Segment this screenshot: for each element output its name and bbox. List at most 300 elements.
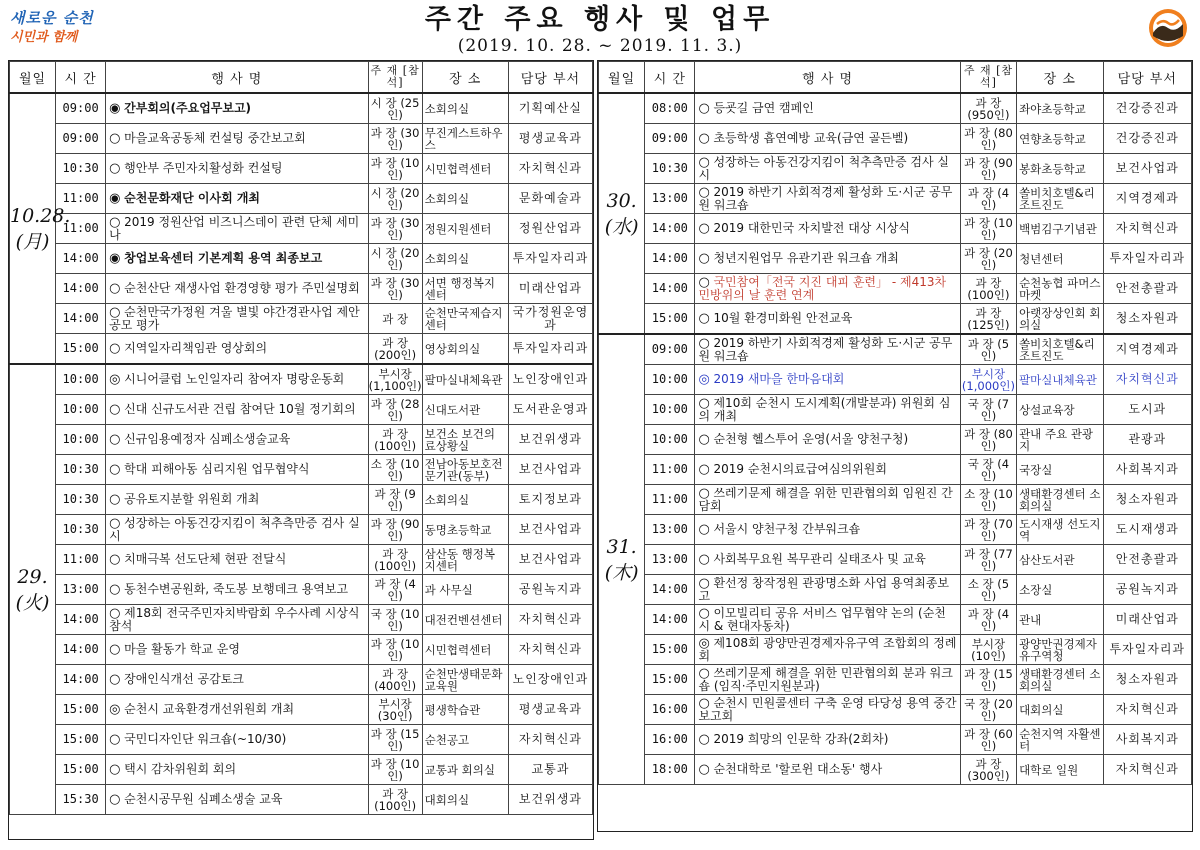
table-row [599,274,1192,304]
event-name: 사회복무요원 복무관리 실태조사 및 교육 [713,552,926,566]
event-location: 시민협력센터 [422,154,508,184]
event-marker-icon: ○ [698,732,710,747]
event-time: 14:00 [645,575,695,605]
day-weekday: (火) [15,591,50,614]
event-location: 대학로 일원 [1017,755,1103,785]
event-time: 13:00 [56,575,106,605]
event-name: 쓰레기문제 해결을 위한 민관협의회 임원진 간담회 [698,485,953,513]
event-name: 신대 신규도서관 건립 참여단 10월 정기회의 [124,402,356,416]
event-location: 쏠비치호텔&리조트진도 [1017,184,1103,214]
event-time: 16:00 [645,695,695,725]
event-attendee: 과 장 (100인) [960,274,1016,304]
event-location: 순천만국제습지센터 [422,304,508,334]
event-location: 순천지역 자활센터 [1017,725,1103,755]
event-name: 등굣길 금연 캠페인 [713,101,814,115]
event-name: 성장하는 아동건강지킴이 척추측만증 검사 실시 [698,154,949,182]
event-location: 팔마실내체육관 [422,364,508,395]
event-name-cell [695,154,960,184]
event-time: 14:00 [645,605,695,635]
event-name: 이모빌리티 공유 서비스 업무협약 논의 (순천시 & 현대자동차) [698,605,946,633]
event-name-cell [106,695,368,725]
event-location: 영상회의실 [422,334,508,365]
event-dept: 토지정보과 [508,485,592,515]
event-location: 생태환경센터 소회의실 [1017,485,1103,515]
event-marker-icon: ○ [109,161,121,176]
event-time: 14:00 [56,274,106,304]
event-location: 정원지원센터 [422,214,508,244]
event-location: 생태환경센터 소회의실 [1017,665,1103,695]
event-dept: 보건위생과 [508,425,592,455]
event-marker-icon: ○ [109,792,121,807]
table-row [599,93,1192,124]
event-marker-icon: ○ [698,131,710,146]
event-name: 10월 환경미화원 안전교육 [713,311,853,325]
event-attendee: 과 장 (100인) [368,785,422,815]
event-name: 2019 정원산업 비즈니스데이 관련 단체 세미나 [109,214,360,242]
event-time: 14:00 [645,214,695,244]
event-time: 11:00 [56,184,106,214]
event-attendee: 과 장 (10인) [368,635,422,665]
right-schedule-table [597,60,1193,832]
city-emblem-icon [1148,8,1188,48]
event-name-cell [106,455,368,485]
event-attendee: 과 장 (100인) [368,545,422,575]
event-time: 09:00 [645,124,695,154]
event-name: 2019 새마을 한마음대회 [713,372,845,386]
event-time: 15:00 [645,665,695,695]
title-block [300,4,900,56]
event-location: 보건소 보건의료상황실 [422,425,508,455]
event-name: 순천산단 재생사업 환경영향 평가 주민설명회 [124,281,360,295]
event-name: 순천시 민원콜센터 구축 운영 타당성 용역 중간보고회 [698,695,957,723]
event-marker-icon: ○ [109,582,121,597]
event-name: 간부회의(주요업무보고) [124,101,252,115]
event-name-cell [695,605,960,635]
event-name: 동천수변공원화, 죽도봉 보행데크 용역보고 [124,582,349,596]
event-time: 11:00 [56,545,106,575]
event-time: 10:00 [645,425,695,455]
event-attendee: 부시장 (10인) [960,635,1016,665]
right-table-body [599,93,1192,785]
event-name-cell [695,515,960,545]
day-date: 30. [606,189,637,212]
event-name-cell [106,545,368,575]
event-attendee: 과 장 (9인) [368,485,422,515]
event-marker-icon: ○ [698,605,710,621]
event-location: 연향초등학교 [1017,124,1103,154]
event-location: 서면 행정복지센터 [422,274,508,304]
event-marker-icon: ○ [698,154,710,170]
event-time: 14:00 [56,635,106,665]
table-row [599,605,1192,635]
event-name-cell [106,214,368,244]
event-location: 시민협력센터 [422,635,508,665]
event-dept: 자치혁신과 [1103,365,1192,395]
event-name-cell [106,184,368,214]
event-name: 제10회 순천시 도시계획(개발분과) 위원회 심의 개최 [698,395,951,423]
event-dept: 자치혁신과 [508,635,592,665]
table-row [599,124,1192,154]
event-name: 서울시 양천구청 간부워크숍 [713,522,861,536]
event-attendee: 과 장 (400인) [368,665,422,695]
event-location: 과 사무실 [422,575,508,605]
event-attendee: 과 장 (77인) [960,545,1016,575]
event-marker-icon: ◎ [109,702,121,717]
event-location: 소회의실 [422,244,508,274]
event-attendee: 과 장 (90인) [368,515,422,545]
event-time: 09:00 [645,334,695,365]
table-row [599,395,1192,425]
event-marker-icon: ○ [109,515,121,531]
table-row [10,154,593,184]
event-dept: 공원녹지과 [1103,575,1192,605]
event-marker-icon: ○ [109,432,121,447]
event-location: 순천공고 [422,725,508,755]
event-marker-icon: ◉ [109,101,121,116]
event-time: 11:00 [645,455,695,485]
event-location: 무진게스트하우스 [422,124,508,154]
event-marker-icon: ◎ [109,372,121,387]
event-marker-icon: ○ [698,522,710,537]
event-marker-icon: ○ [109,762,121,777]
col-dept: 담당 부서 [508,62,592,94]
event-marker-icon: ○ [698,251,710,266]
event-dept: 자치혁신과 [508,154,592,184]
event-dept: 보건위생과 [508,785,592,815]
event-location: 순천농협 파머스마켓 [1017,274,1103,304]
event-time: 15:00 [56,334,106,365]
event-dept: 투자일자리과 [508,244,592,274]
event-name: 학대 피해아동 심리지원 업무협약식 [124,462,310,476]
event-dept: 정원산업과 [508,214,592,244]
event-location: 평생학습관 [422,695,508,725]
left-table-body [10,93,593,815]
event-attendee: 국 장 (20인) [960,695,1016,725]
event-name: 순천시 교육환경개선위원회 개최 [124,702,295,716]
event-time: 14:00 [56,665,106,695]
event-location: 도시재생 선도지역 [1017,515,1103,545]
table-row [599,665,1192,695]
event-time: 10:00 [645,395,695,425]
col-attendee: 주 재 [참석] [368,62,422,94]
event-time: 10:30 [56,154,106,184]
table-row [599,455,1192,485]
col-date: 월일 [599,62,645,94]
event-name-cell [695,365,960,395]
event-attendee: 국 장 (10인) [368,605,422,635]
event-name-cell [695,334,960,365]
event-time: 10:00 [56,364,106,395]
event-name-cell [106,364,368,395]
event-marker-icon: ○ [698,762,710,777]
event-dept: 자치혁신과 [508,605,592,635]
event-attendee: 국 장 (7인) [960,395,1016,425]
table-row [10,334,593,365]
event-dept: 보건사업과 [1103,154,1192,184]
event-marker-icon: ○ [698,395,710,411]
event-location: 대회의실 [422,785,508,815]
event-dept: 보건사업과 [508,515,592,545]
event-time: 14:00 [645,274,695,304]
event-location: 소장실 [1017,575,1103,605]
logo-left [10,8,130,48]
day-date-cell [10,364,56,815]
event-dept: 도시과 [1103,395,1192,425]
event-location: 관내 주요 관광지 [1017,425,1103,455]
event-dept: 국가정원운영과 [508,304,592,334]
event-name: 신규임용예정자 심폐소생술교육 [124,432,291,446]
event-dept: 도시재생과 [1103,515,1192,545]
event-name-cell [695,274,960,304]
table-row [10,605,593,635]
event-name-cell [106,334,368,365]
event-dept: 미래산업과 [508,274,592,304]
event-name: 국민디자인단 워크숍(~10/30) [124,732,287,746]
day-weekday: (木) [604,561,639,584]
table-row [10,304,593,334]
event-location: 교통과 회의실 [422,755,508,785]
table-row [599,334,1192,365]
event-name-cell [106,425,368,455]
table-row [10,124,593,154]
table-row [599,244,1192,274]
event-attendee: 국 장 (4인) [960,455,1016,485]
event-attendee: 부시장 (30인) [368,695,422,725]
event-attendee: 과 장 (60인) [960,725,1016,755]
event-time: 11:00 [645,485,695,515]
event-marker-icon: ○ [698,462,710,477]
event-marker-icon: ○ [109,732,121,747]
event-marker-icon: ○ [109,304,121,320]
table-row [599,214,1192,244]
event-name-cell [106,93,368,124]
event-dept: 평생교육과 [508,695,592,725]
event-name: 순천형 헬스투어 운영(서울 양천구청) [713,432,909,446]
event-location: 좌야초등학교 [1017,93,1103,124]
event-location: 쏠비치호텔&리조트진도 [1017,334,1103,365]
event-name: 제18회 전국주민자치박람회 우수사례 시상식 참석 [109,605,360,633]
event-marker-icon: ○ [698,552,710,567]
event-attendee: 과 장 (10인) [368,154,422,184]
event-name: 2019 희망의 인문학 강좌(2회차) [713,732,889,746]
table-row [10,725,593,755]
event-marker-icon: ○ [698,221,710,236]
event-location: 봉화초등학교 [1017,154,1103,184]
event-attendee: 과 장 (4인) [960,184,1016,214]
col-attendee: 주 재 [참석] [960,62,1016,94]
event-attendee: 과 장 (100인) [368,425,422,455]
event-time: 11:00 [56,214,106,244]
event-marker-icon: ◎ [698,372,710,387]
event-attendee: 시 장 (20인) [368,244,422,274]
logo-line2: 시민과 함께 [10,30,78,45]
col-event: 행 사 명 [695,62,960,94]
table-row [599,304,1192,335]
table-row [10,184,593,214]
period-subtitle: (2019. 10. 28. ~ 2019. 11. 3.) [457,36,743,56]
table-row [599,545,1192,575]
event-marker-icon: ○ [109,605,121,621]
event-location: 전남아동보호전문기관(동부) [422,455,508,485]
event-attendee: 과 장 (80인) [960,425,1016,455]
event-dept: 지역경제과 [1103,184,1192,214]
table-row [599,575,1192,605]
event-name: 2019 하반기 사회적경제 활성화 도·시군 공무원 워크숍 [698,184,953,212]
event-time: 13:00 [645,515,695,545]
event-attendee: 과 장 (15인) [960,665,1016,695]
table-row [10,785,593,815]
event-name-cell [695,545,960,575]
page-title: 주간 주요 행사 및 업무 [424,4,776,35]
table-row [599,635,1192,665]
event-name: 치매극복 선도단체 현판 전달식 [124,552,287,566]
event-name: 국민참여「전국 지진 대피 훈련」 - 제413차 민방위의 날 훈련 연계 [698,274,947,302]
col-location: 장 소 [1017,62,1103,94]
event-location: 대회의실 [1017,695,1103,725]
event-name: 초등학생 흡연예방 교육(금연 골든벨) [713,131,909,145]
day-date-cell [599,334,645,785]
event-name: 마을교육공동체 컨설팅 중간보고회 [124,131,306,145]
event-time: 14:00 [56,304,106,334]
event-attendee: 과 장 (10인) [960,214,1016,244]
event-dept: 관광과 [1103,425,1192,455]
table-row [10,515,593,545]
table-row [10,214,593,244]
event-dept: 자치혁신과 [1103,695,1192,725]
table-row [10,755,593,785]
day-date-cell [599,93,645,334]
table-row [10,545,593,575]
event-attendee: 과 장 (950인) [960,93,1016,124]
event-attendee: 과 장 [368,304,422,334]
event-dept: 안전총괄과 [1103,545,1192,575]
event-dept: 자치혁신과 [1103,214,1192,244]
event-marker-icon: ○ [109,131,121,146]
col-location: 장 소 [422,62,508,94]
event-attendee: 과 장 (15인) [368,725,422,755]
event-name-cell [695,124,960,154]
event-time: 14:00 [56,244,106,274]
event-marker-icon: ○ [698,432,710,447]
table-row [10,455,593,485]
event-name: 공유토지분할 위원회 개최 [124,492,260,506]
table-row [599,485,1192,515]
event-location: 삼산도서관 [1017,545,1103,575]
event-marker-icon: ○ [698,695,710,711]
event-location: 신대도서관 [422,395,508,425]
event-location: 동명초등학교 [422,515,508,545]
event-dept: 건강증진과 [1103,93,1192,124]
event-name-cell [695,485,960,515]
table-row [599,425,1192,455]
event-name: 청년지원업무 유관기관 워크숍 개최 [713,251,899,265]
col-time: 시 간 [645,62,695,94]
event-marker-icon: ○ [109,672,121,687]
event-marker-icon: ○ [109,341,121,356]
event-dept: 사회복지과 [1103,725,1192,755]
table-row [10,93,593,124]
event-attendee: 부시장 (1,100인) [368,364,422,395]
event-attendee: 부시장 (1,000인) [961,366,1015,393]
event-time: 15:00 [645,635,695,665]
table-row [10,485,593,515]
event-attendee: 과 장 (70인) [960,515,1016,545]
event-name-cell [695,244,960,274]
event-name: 택시 감차위원회 회의 [124,762,237,776]
table-row [10,395,593,425]
event-name-cell [106,274,368,304]
event-marker-icon: ○ [698,575,710,591]
event-marker-icon: ○ [698,335,710,351]
event-name-cell [695,635,960,665]
table-row [10,695,593,725]
logo-line1: 새로운 순천 [10,9,94,27]
event-name: 지역일자리책임관 영상회의 [124,341,268,355]
event-location: 삼산동 행정복지센터 [422,545,508,575]
table-row [599,695,1192,725]
event-attendee: 소 장 (10인) [960,485,1016,515]
event-dept: 보건사업과 [508,545,592,575]
event-name: 2019 하반기 사회적경제 활성화 도·시군 공무원 워크숍 [698,335,953,363]
event-name-cell [106,515,368,545]
event-name-cell [106,725,368,755]
event-dept: 보건사업과 [508,455,592,485]
event-name-cell [106,124,368,154]
event-marker-icon: ○ [698,101,710,116]
event-marker-icon: ○ [109,281,121,296]
event-name-cell [695,665,960,695]
event-attendee: 과 장 (200인) [368,334,422,365]
event-time: 08:00 [645,93,695,124]
event-dept: 건강증진과 [1103,124,1192,154]
event-attendee: 과 장 (20인) [960,244,1016,274]
event-location: 대전컨벤션센터 [422,605,508,635]
event-time: 14:00 [645,244,695,274]
event-marker-icon: ○ [698,485,710,501]
event-location: 백범김구기념관 [1017,214,1103,244]
event-location: 관내 [1017,605,1103,635]
event-name-cell [106,785,368,815]
event-time: 13:00 [645,545,695,575]
event-attendee: 과 장 (90인) [960,154,1016,184]
event-name-cell [106,665,368,695]
event-time: 09:00 [56,93,106,124]
event-location: 국장실 [1017,455,1103,485]
event-name-cell [106,485,368,515]
table-row [599,725,1192,755]
event-dept: 자치혁신과 [508,725,592,755]
event-name-cell [106,605,368,635]
event-dept: 투자일자리과 [1103,244,1192,274]
event-name-cell [106,304,368,334]
event-location: 팔마실내체육관 [1017,365,1103,395]
event-name: 성장하는 아동건강지킴이 척추측만증 검사 실시 [109,515,360,543]
event-marker-icon: ○ [698,184,710,200]
event-dept: 투자일자리과 [1103,635,1192,665]
event-attendee: 과 장 (4인) [368,575,422,605]
event-dept: 지역경제과 [1103,334,1192,365]
event-dept: 사회복지과 [1103,455,1192,485]
event-time: 15:00 [56,725,106,755]
table-row [10,575,593,605]
event-name: 시니어클럽 노인일자리 참여자 명랑운동회 [124,372,345,386]
event-name: 쓰레기문제 해결을 위한 민관협의회 분과 워크숍 (임직·주민지원분과) [698,665,953,693]
event-dept: 노인장애인과 [508,665,592,695]
event-marker-icon: ◉ [109,191,121,206]
table-row [10,364,593,395]
table-row [10,665,593,695]
table-row [10,635,593,665]
